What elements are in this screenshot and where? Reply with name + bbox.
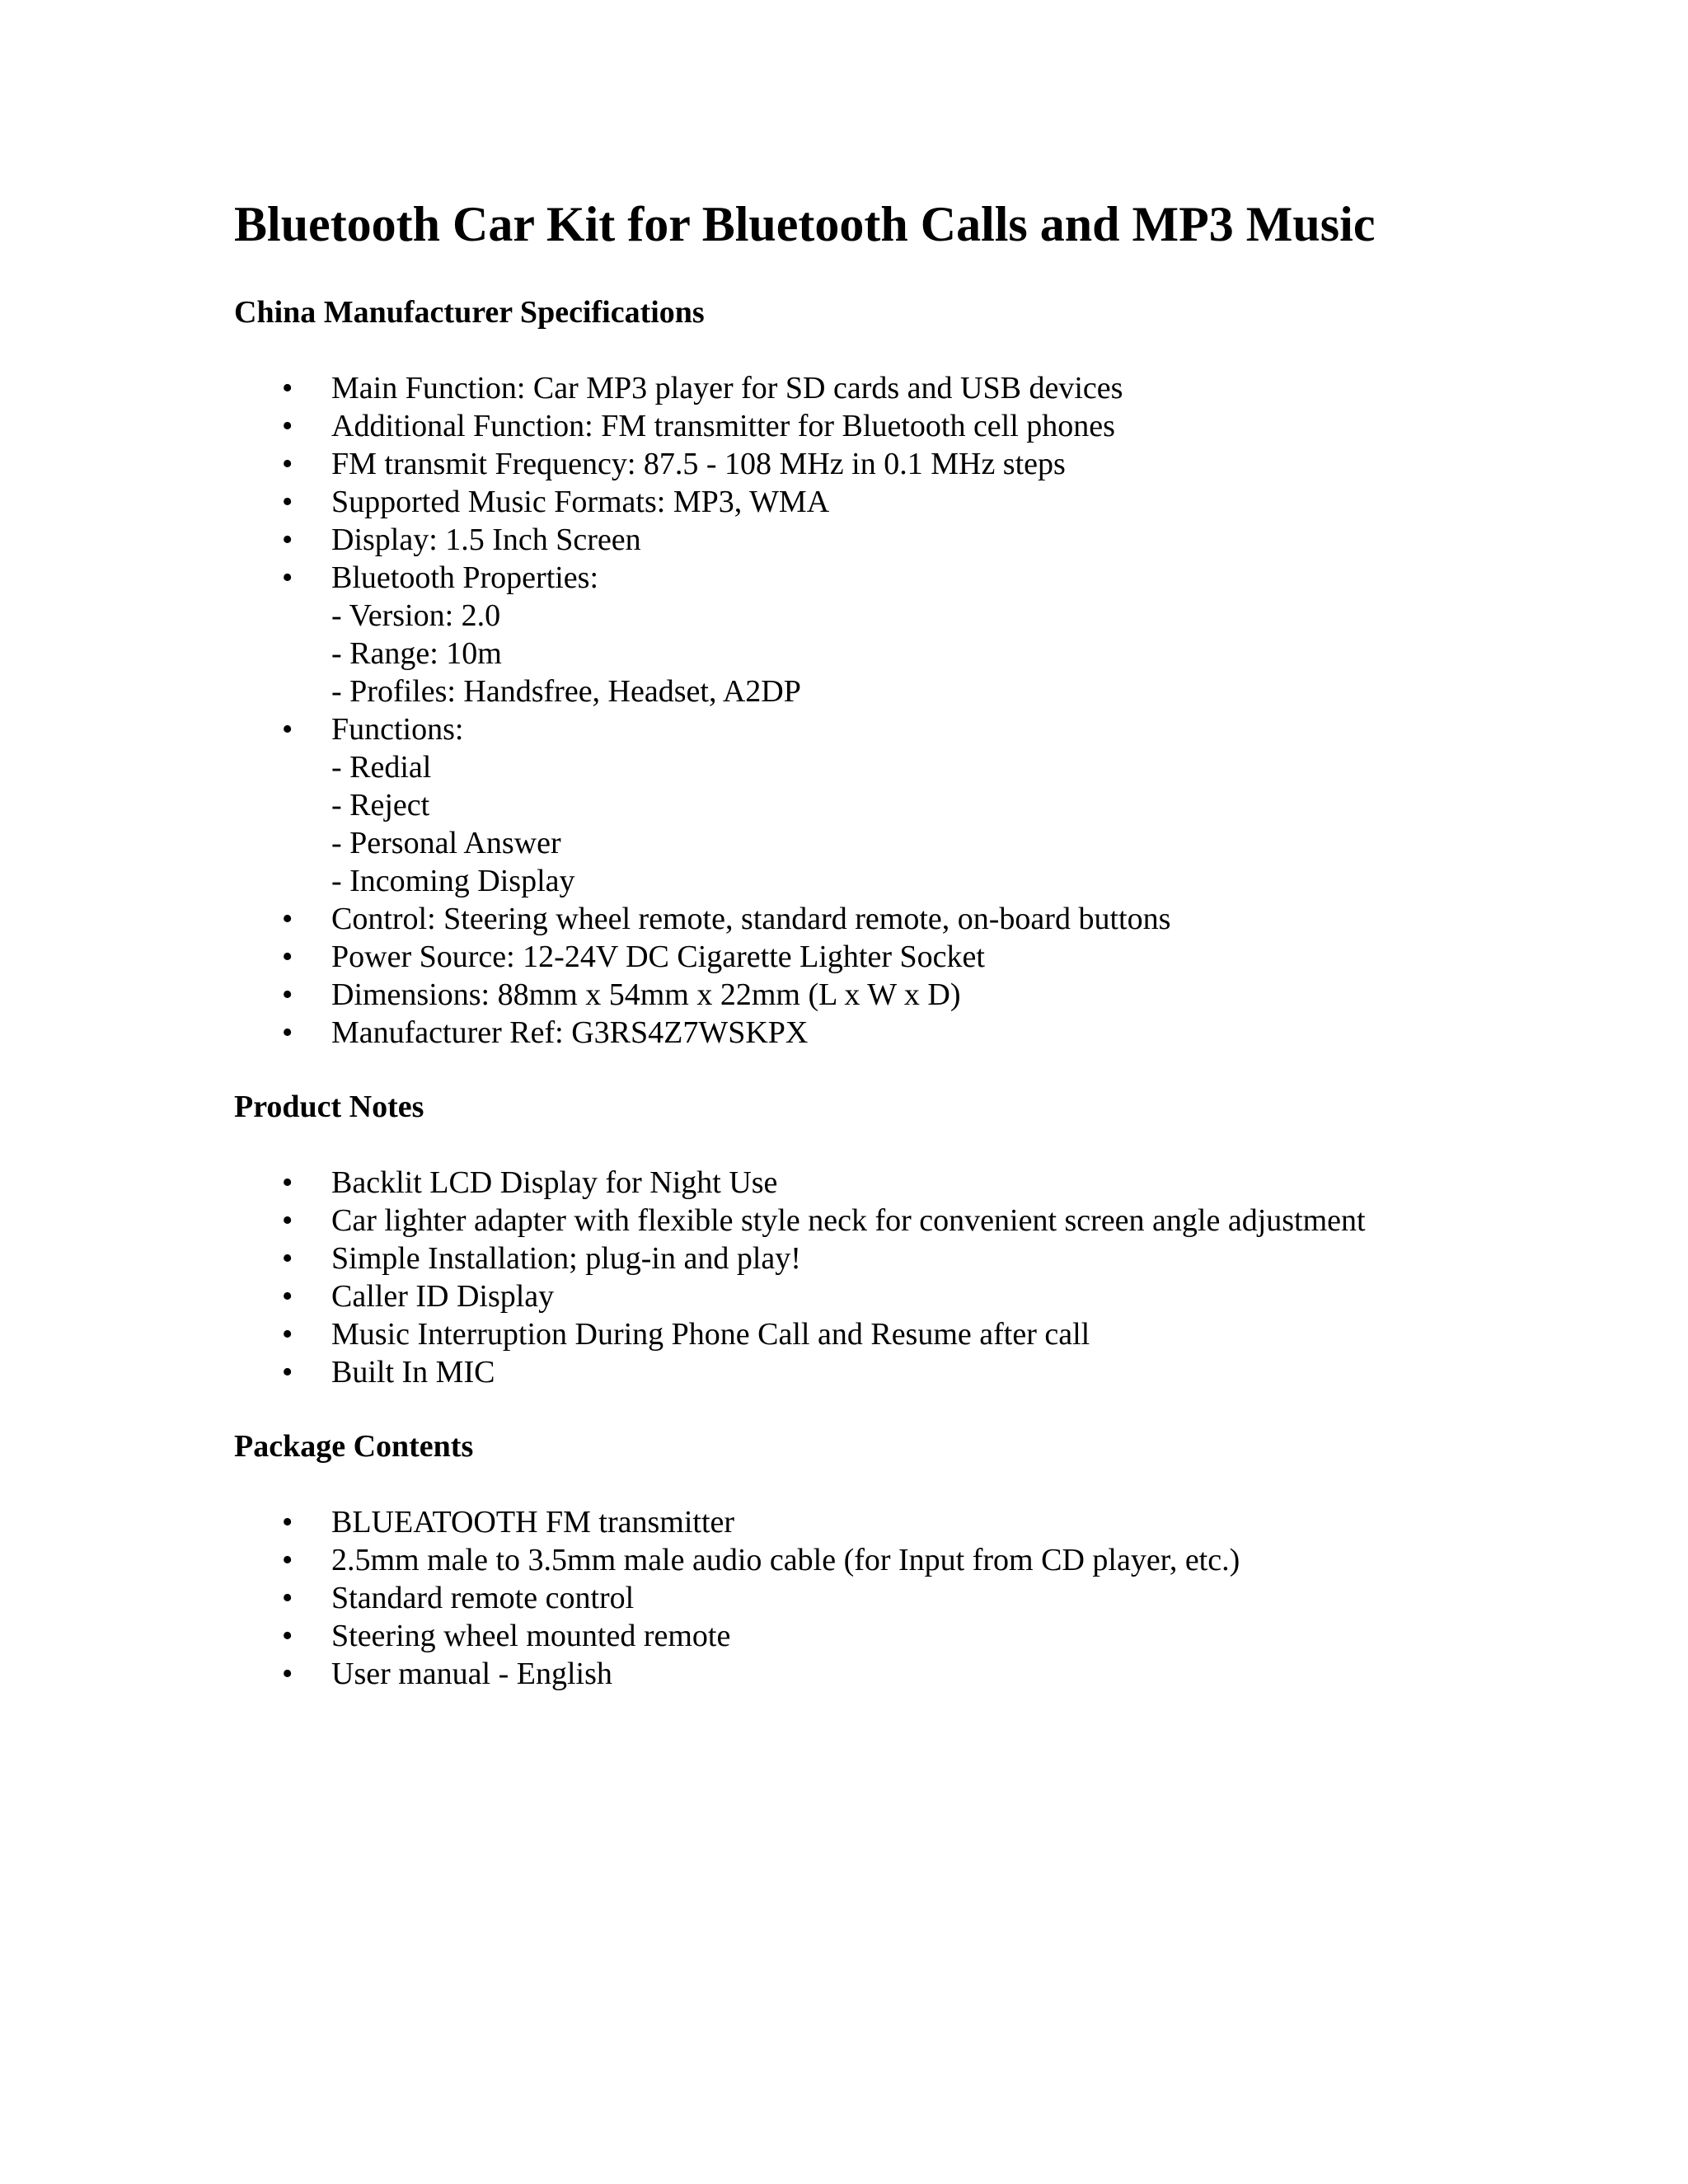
sub-list-item: - Reject [331,788,430,823]
list-item-text: Steering wheel mounted remote [331,1619,731,1653]
bullet-icon: • [282,1165,293,1200]
bullet-icon: • [282,1543,293,1577]
section-heading: Package Contents [234,1429,474,1464]
sub-list-item: - Range: 10m [331,636,502,671]
list-item-text: Caller ID Display [331,1279,555,1314]
list-item-text: Standard remote control [331,1581,635,1615]
list-item [234,1164,1520,1202]
bullet-icon: • [282,523,293,557]
list-item-text: Supported Music Formats: MP3, WMA [331,485,830,519]
bullet-icon: • [282,1355,293,1390]
list-item [234,445,1520,483]
list-item-text: Display: 1.5 Inch Screen [331,523,641,557]
document-page [234,191,1520,1693]
sub-list-item: - Incoming Display [331,864,575,898]
section-heading: Product Notes [234,1090,424,1124]
section-specifications [234,293,1520,1052]
bullet-icon: • [282,560,293,595]
sub-list-item: - Personal Answer [331,826,561,860]
list-item-text: BLUEATOOTH FM transmitter [331,1505,735,1540]
list-item [234,521,1520,559]
list-item-text: Car lighter adapter with flexible style neck for convenient screen angle adjustment [331,1203,1366,1238]
list-item-text: Backlit LCD Display for Night Use [331,1165,778,1200]
list-item [234,900,1520,938]
list-item [234,407,1520,445]
bullet-icon: • [282,485,293,519]
list-item-text: User manual - English [331,1657,612,1691]
bullet-icon: • [282,1279,293,1314]
bullet-icon: • [282,1657,293,1691]
list-item [234,483,1520,521]
list-item-text: Power Source: 12-24V DC Cigarette Lighter Socket [331,940,985,974]
bullet-icon: • [282,1317,293,1352]
list-item [234,369,1520,407]
list-item-text: Additional Function: FM transmitter for Bluetooth cell phones [331,409,1115,443]
list-item [234,1202,1520,1240]
section-heading: China Manufacturer Specifications [234,295,705,330]
list-item-text: Simple Installation; plug-in and play! [331,1241,801,1276]
bullet-icon: • [282,1203,293,1238]
list-item-text: Music Interruption During Phone Call and Resume after call [331,1317,1090,1352]
list-item-text: 2.5mm male to 3.5mm male audio cable (for Input from CD player, etc.) [331,1543,1240,1577]
list-item-text: Control: Steering wheel remote, standard remote, on-board buttons [331,902,1171,936]
list-item-text: Dimensions: 88mm x 54mm x 22mm (L x W x D) [331,977,961,1012]
bullet-list [234,1503,1520,1693]
bullet-icon: • [282,371,293,405]
bullet-list [234,1164,1520,1391]
section-package-contents [234,1427,1520,1693]
bullet-icon: • [282,712,293,747]
bullet-icon: • [282,1505,293,1540]
list-item [234,1277,1520,1315]
bullet-icon: • [282,902,293,936]
list-item [234,1240,1520,1277]
bullet-icon: • [282,940,293,974]
bullet-icon: • [282,1619,293,1653]
list-item-text: Built In MIC [331,1355,495,1390]
list-item [234,559,1520,710]
list-item [234,938,1520,976]
sub-list-item: - Redial [331,750,432,785]
bullet-icon: • [282,1581,293,1615]
list-item [234,1353,1520,1391]
list-item [234,1617,1520,1655]
bullet-icon: • [282,409,293,443]
list-item [234,1315,1520,1353]
bullet-icon: • [282,447,293,481]
document-title: Bluetooth Car Kit for Bluetooth Calls and MP3 Music [234,197,1376,251]
list-item-text: Functions: [331,712,464,747]
list-item-text: FM transmit Frequency: 87.5 - 108 MHz in 0.1 MHz steps [331,447,1066,481]
list-item [234,1541,1520,1579]
list-item-text: Bluetooth Properties: [331,560,599,595]
sub-list-item: - Version: 2.0 [331,598,501,633]
section-product-notes [234,1088,1520,1391]
list-item [234,1014,1520,1052]
bullet-icon: • [282,1241,293,1276]
list-item [234,710,1520,900]
list-item [234,1503,1520,1541]
bullet-icon: • [282,977,293,1012]
list-item [234,1655,1520,1693]
sub-list-item: - Profiles: Handsfree, Headset, A2DP [331,674,801,709]
list-item-text: Manufacturer Ref: G3RS4Z7WSKPX [331,1015,809,1050]
bullet-icon: • [282,1015,293,1050]
list-item [234,1579,1520,1617]
list-item-text: Main Function: Car MP3 player for SD cards and USB devices [331,371,1123,405]
bullet-list [234,369,1520,1052]
list-item [234,976,1520,1014]
